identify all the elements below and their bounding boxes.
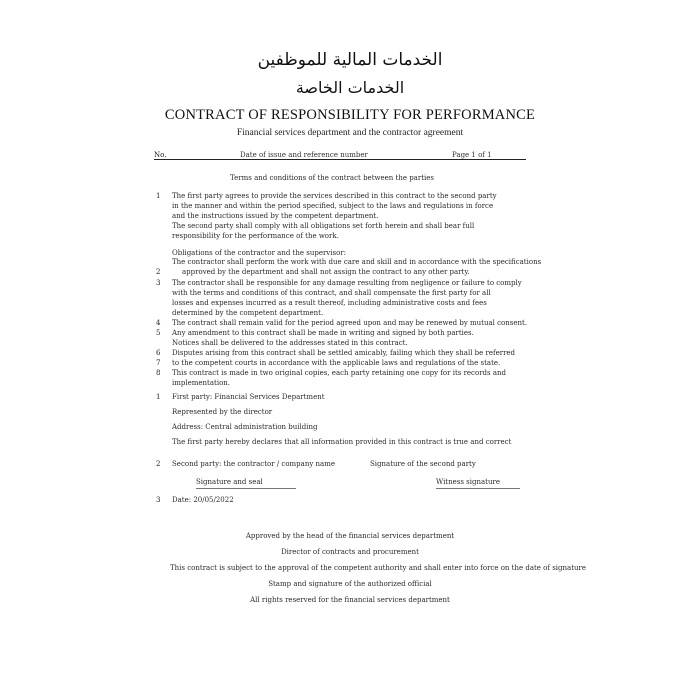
clause-marker: 5	[156, 329, 161, 337]
clause-marker: 4	[156, 319, 161, 327]
page-indicator: Page 1 of 1	[452, 151, 492, 159]
footer-line: This contract is subject to the approval of the competent authority and shall enter into force on the date of signature	[170, 564, 587, 572]
clause-line: This contract is made in two original copies, each party retaining one copy for its records and	[172, 369, 507, 377]
clause-marker: 3	[156, 279, 161, 287]
clause-line: responsibility for the performance of the work.	[172, 232, 339, 240]
party-marker: 3	[156, 496, 161, 504]
subsection-heading: Obligations of the contractor and the supervisor:	[172, 249, 347, 257]
document-title: CONTRACT OF RESPONSIBILITY FOR PERFORMANCE	[164, 107, 536, 123]
arabic-heading-2: الخدمات الخاصة	[295, 78, 405, 97]
clause-line: Disputes arising from this contract shall be settled amicably, failing which they shall be referred	[172, 349, 516, 357]
contract-date: Date: 20/05/2022	[172, 496, 234, 504]
second-party-signature-label: Signature of the second party	[370, 460, 476, 468]
clause-line: with the terms and conditions of this contract, and shall compensate the first party for all	[172, 289, 491, 297]
clause-marker: 6	[156, 349, 161, 357]
signature-seal-label: Signature and seal	[196, 478, 263, 486]
section-heading: Terms and conditions of the contract between the parties	[230, 174, 434, 182]
clause-line: The contractor shall perform the work with due care and skill and in accordance with the specifications	[172, 258, 542, 266]
clause-line: to the competent courts in accordance with the applicable laws and regulations of the state.	[172, 359, 501, 367]
footer-line: Approved by the head of the financial services department	[245, 532, 455, 540]
party-marker: 1	[156, 393, 161, 401]
footer-line: All rights reserved for the financial services department	[250, 596, 450, 604]
clause-line: The contract shall remain valid for the period agreed upon and may be renewed by mutual consent.	[172, 319, 528, 327]
header-divider	[154, 159, 526, 160]
clause-line: Notices shall be delivered to the addresses stated in this contract.	[172, 339, 408, 347]
clause-line: The first party agrees to provide the services described in this contract to the second party	[172, 192, 497, 200]
reference-number: No.	[154, 151, 167, 159]
party-marker: 2	[156, 460, 161, 468]
clause-line: determined by the competent department.	[172, 309, 324, 317]
document-subtitle: Financial services department and the contractor agreement	[236, 128, 464, 138]
clause-line: Any amendment to this contract shall be made in writing and signed by both parties.	[172, 329, 474, 337]
clause-marker: 7	[156, 359, 161, 367]
witness-signature-label: Witness signature	[436, 478, 500, 486]
second-party-label: Second party: the contractor / company name	[172, 460, 335, 468]
arabic-heading-1: الخدمات المالية للموظفين	[257, 50, 443, 70]
clause-line: The second party shall comply with all obligations set forth herein and shall bear full	[172, 222, 475, 230]
clause-marker: 1	[156, 192, 161, 200]
clause-line: The contractor shall be responsible for any damage resulting from negligence or failure to comply	[172, 279, 522, 287]
clause-line: losses and expenses incurred as a result thereof, including administrative costs and fees	[172, 299, 487, 307]
footer-line: Stamp and signature of the authorized official	[268, 580, 432, 588]
clause-line: implementation.	[172, 379, 231, 387]
first-party-label: First party: Financial Services Department	[172, 393, 325, 401]
signature-line	[436, 488, 520, 489]
clause-marker: 2	[156, 268, 161, 276]
first-party-name: Represented by the director	[172, 408, 273, 416]
clause-line: approved by the department and shall not assign the contract to any other party.	[182, 268, 470, 276]
signature-line	[196, 488, 296, 489]
clause-marker: 8	[156, 369, 161, 377]
clause-line: in the manner and within the period specified, subject to the laws and regulations in force	[172, 202, 494, 210]
first-party-address: Address: Central administration building	[172, 423, 318, 431]
first-party-declaration: The first party hereby declares that all information provided in this contract is true and correct	[172, 438, 512, 446]
clause-line: and the instructions issued by the competent department.	[172, 212, 379, 220]
footer-line: Director of contracts and procurement	[281, 548, 419, 556]
reference-info: Date of issue and reference number	[240, 151, 368, 159]
